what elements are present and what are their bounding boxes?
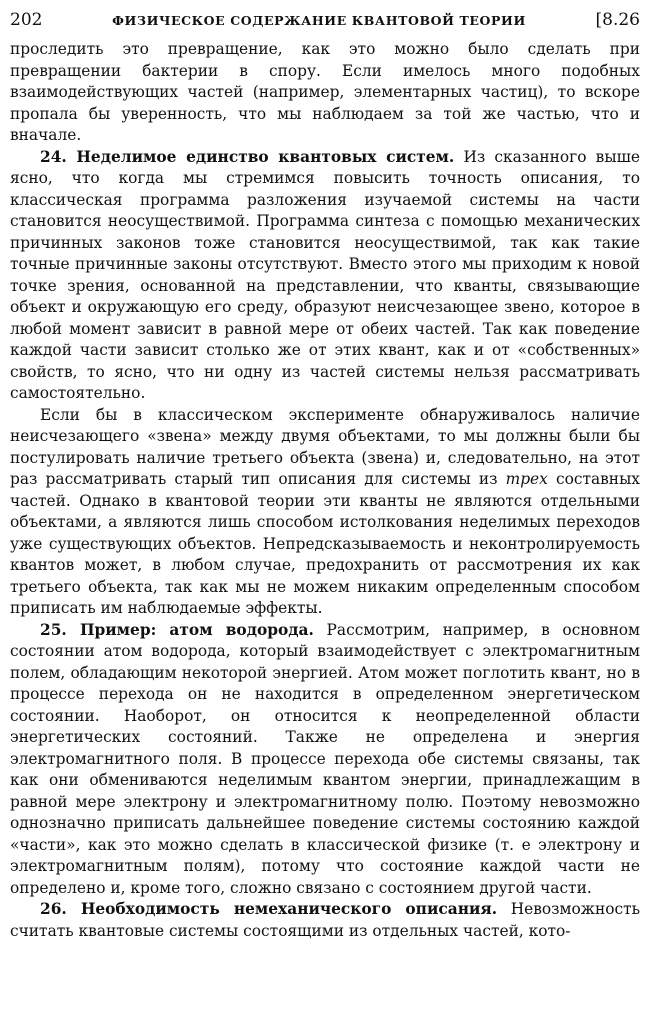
section-reference: [8.26: [595, 10, 640, 30]
running-header: [10, 8, 640, 33]
page-number: 202: [10, 10, 43, 30]
paragraph-section-26: [10, 899, 640, 942]
paragraph-section-24: [10, 147, 640, 405]
paragraph-text: Если бы в классическом эксперименте обнаруживалось наличие неисчезающего «звена» между двумя объектами, то мы должны были бы постулировать наличие третьего объекта (звена) и, следовательно, на этот раз рассматривать старый тип описания для системы из: [10, 405, 640, 488]
paragraph-third-object: [10, 405, 640, 620]
page-body: [10, 39, 640, 942]
section-heading-25: 25. Пример: атом водорода.: [40, 620, 314, 639]
paragraph-text: Из сказанного выше ясно, что когда мы стремимся повысить точность описания, то классическая программа разложения изучаемой системы на части становится неосуществимой. Программа синтеза с помощью механических причинных законов тоже становится неосуществимой, так как такие точные причинные законы отсутствуют. Вместо этого мы приходим к новой точке зрения, основанной на представлении, что кванты, связывающие объект и окружающую его среду, образуют неисчезающее звено, которое в любой момент зависит в равной мере от обеих частей. Так как поведение каждой части зависит столько же от этих квант, как и от «собственных» свойств, то ясно, что ни одну из частей системы нельзя рассматривать самостоятельно.: [10, 147, 640, 402]
paragraph-continuation: [10, 39, 640, 147]
section-heading-24: 24. Неделимое единство квантовых систем.: [40, 147, 455, 166]
paragraph-text: составных частей. Однако в квантовой теории эти кванты не являются отдельными объектами, а являются лишь способом истолкования неделимых переходов уже существующих объектов. Непредсказываемость и неконтролируемость квантов может, в любом случае, предохранить от рассмотрения их как третьего объекта, так как мы не можем никаким определенным способом приписать им наблюдаемые эффекты.: [10, 470, 640, 617]
paragraph-text: Невозможность считать квантовые системы состоящими из отдельных частей, кото-: [10, 900, 640, 940]
running-title: ФИЗИЧЕСКОЕ СОДЕРЖАНИЕ КВАНТОВОЙ ТЕОРИИ: [112, 13, 526, 28]
paragraph-text: проследить это превращение, как это можно было сделать при превращении бактерии в спору. Если имелось много подобных взаимодействующих частей (например, элементарных частиц), то вскоре пропала бы уверенность, что мы наблюдаем за той же частью, что и вначале.: [10, 40, 640, 144]
paragraph-text: Рассмотрим, например, в основном состоянии атом водорода, который взаимодействует с электромагнитным полем, обладающим некоторой энергией. Атом может поглотить квант, но в процессе перехода он не находится в определенном энергетическом состоянии. Наоборот, он относится к неопределенной области энергетических состояний. Также не определена и энергия электромагнитного поля. В процессе перехода обе системы связаны, так как они обмениваются неделимым квантом энергии, принадлежащим в равной мере электрону и электромагнитному полю. Поэтому невозможно однозначно приписать дальнейшее поведение системы состоянию каждой «части», как это можно сделать в классической физике (т. е электрону и электромагнитным полям), потому что состояние каждой части не определено и, кроме того, сложно связано с состоянием другой части.: [10, 620, 641, 897]
section-heading-26: 26. Необходимость немеханического описания.: [40, 900, 498, 918]
paragraph-section-25: [10, 620, 640, 900]
emphasized-word: трех: [505, 470, 548, 488]
